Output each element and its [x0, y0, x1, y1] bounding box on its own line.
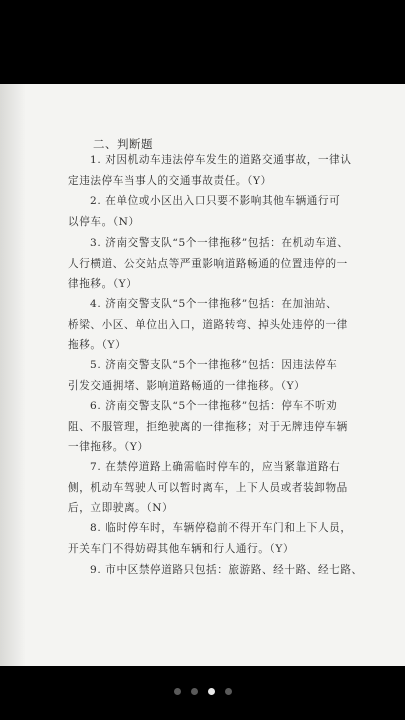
- question-line: 9. 市中区禁停道路只包括：旅游路、经十路、经七路、: [90, 564, 363, 576]
- question-line: 3. 济南交警支队“5个一律拖移”包括：在机动车道、: [90, 237, 349, 249]
- question-line: 后，立即驶离。（N）: [68, 502, 174, 514]
- question-line: 阻、不服管理，拒绝驶离的一律拖移；对于无牌违停车辆: [68, 420, 348, 433]
- question-line: 开关车门不得妨碍其他车辆和行人通行。（Y）: [68, 542, 295, 555]
- page-dot[interactable]: [208, 688, 215, 695]
- question-line: 7. 在禁停道路上确需临时停车的，应当紧靠道路右: [90, 461, 341, 473]
- page-dot[interactable]: [191, 688, 198, 695]
- question-6: [68, 396, 372, 458]
- question-line: 人行横道、公交站点等严重影响道路畅通的位置违停的一: [68, 257, 348, 270]
- document-page: [0, 84, 405, 666]
- question-1: [68, 150, 372, 191]
- question-line: 1. 对因机动车违法停车发生的道路交通事故，一律认: [90, 154, 352, 166]
- question-2: [68, 191, 372, 232]
- question-8: [68, 518, 372, 559]
- question-line: 6. 济南交警支队“5个一律拖移”包括：停车不听劝: [90, 400, 338, 412]
- question-line: 一律拖移。（Y）: [68, 441, 149, 453]
- question-9: [68, 560, 372, 581]
- question-4: [68, 294, 372, 356]
- section-title: 二、判断题: [93, 137, 153, 151]
- question-line: 5. 济南交警支队“5个一律拖移”包括：因违法停车: [90, 359, 338, 371]
- question-line: 2. 在单位或小区出入口只要不影响其他车辆通行可: [90, 195, 341, 207]
- question-line: 以停车。（N）: [68, 215, 140, 228]
- page-indicator: [0, 684, 405, 698]
- question-line: 4. 济南交警支队“5个一律拖移”包括：在加油站、: [90, 298, 338, 310]
- page-dot[interactable]: [174, 688, 181, 695]
- question-3: [68, 233, 372, 295]
- question-line: 侧，机动车驾驶人可以暂时离车，上下人员或者装卸物品: [68, 481, 348, 494]
- question-5: [68, 355, 372, 396]
- question-line: 桥梁、小区、单位出入口，道路转弯、掉头处违停的一律: [68, 318, 348, 331]
- question-line: 拖移。（Y）: [68, 339, 127, 351]
- question-line: 定违法停车当事人的交通事故责任。（Y）: [68, 174, 272, 187]
- question-line: 律拖移。（Y）: [68, 278, 138, 290]
- question-7: [68, 457, 372, 519]
- question-line: 引发交通拥堵、影响道路畅通的一律拖移。（Y）: [68, 379, 306, 392]
- page-dot[interactable]: [225, 688, 232, 695]
- question-line: 8. 临时停车时，车辆停稳前不得开车门和上下人员，: [90, 522, 352, 534]
